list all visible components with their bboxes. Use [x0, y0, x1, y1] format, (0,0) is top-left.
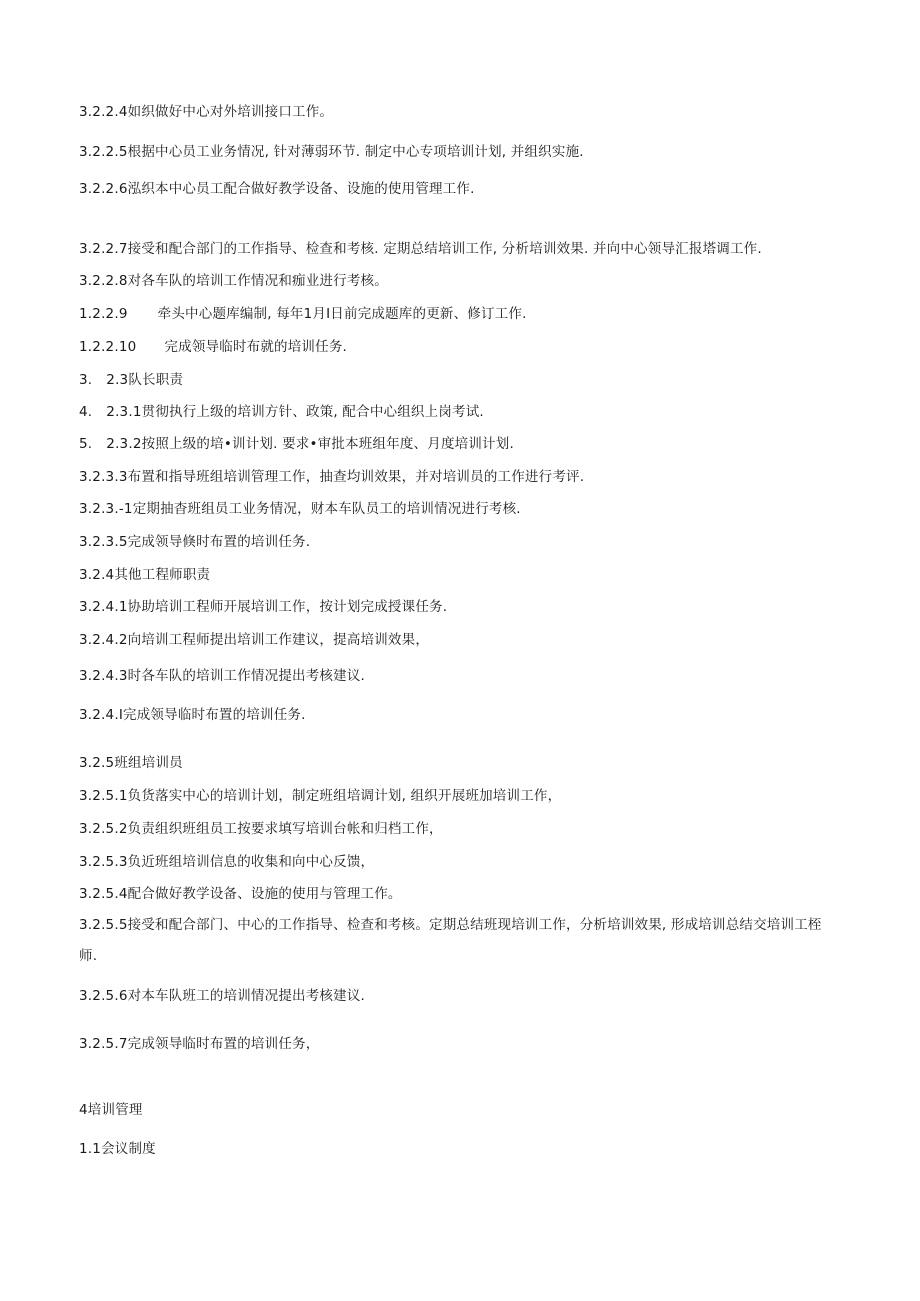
section-heading-other-engineers: 3.2.4其他工程师职责	[79, 567, 211, 583]
paragraph-3-2-2-5: 3.2.2.5根据中心员工业务情况, 针对薄弱环节. 制定中心专项培训计划, 并组织实施.	[79, 144, 584, 160]
item-text: 牵头中心题库编制, 每年1月I日前完成题库的更新、修订工作.	[157, 306, 527, 322]
paragraph-3-2-5-5: 3.2.5.5接受和配合部门、中心的工作指导、检查和考核。定期总结班现培训工作，分析培训效果, 形成培训总结交培训工桎师.	[79, 917, 822, 964]
paragraph-2-3-1	[79, 403, 484, 421]
paragraph-1-2-2-10	[79, 338, 347, 356]
paragraph-3-2-5-1: 3.2.5.1负货落实中心的培训计划，制定班组培调计划, 组织开展班加培训工作，	[79, 788, 562, 804]
paragraph-3-2-2-4: 3.2.2.4如织做好中心对外培训接口工作。	[79, 104, 334, 120]
list-number: 5.	[79, 436, 93, 452]
paragraph-3-2-5-3: 3.2.5.3负近班组培训信息的收集和向中心反馈，	[79, 854, 375, 870]
section-heading-team-trainer: 3.2.5班组培训员	[79, 755, 183, 771]
paragraph-3-2-2-8: 3.2.2.8对各车队的培训工作情况和痂业进行考核。	[79, 273, 388, 289]
paragraph-3-2-4-4: 3.2.4.I完成领导临时布置的培训任务.	[79, 707, 306, 723]
section-heading-team-leader	[79, 371, 183, 389]
item-text: 2.3.1贯彻执行上级的培训方针、政策, 配合中心组织上岗考试.	[106, 404, 484, 420]
paragraph-3-2-3-5: 3.2.3.5完成领导倏时布置的培训任务.	[79, 534, 311, 550]
paragraph-3-2-2-6: 3.2.2.6泓织本中心员工配合做好教学设备、设施的使用管理工作.	[79, 181, 475, 197]
paragraph-3-2-5-7: 3.2.5.7完成领导临时布置的培训任务，	[79, 1036, 320, 1052]
item-text: 2.3.2按照上级的培•训计划. 要求•审批本班组年度、月度培训计划.	[106, 436, 514, 452]
paragraph-3-2-4-1: 3.2.4.1协助培训工程师开展培训工作，按计划完成授课任务.	[79, 599, 448, 615]
list-number: 3.	[79, 372, 93, 388]
paragraph-3-2-5-6: 3.2.5.6对本车队班工的培训情况提出考核建议.	[79, 988, 366, 1004]
paragraph-3-2-5-4: 3.2.5.4配合做好教学设备、设施的使用与管理工作。	[79, 886, 402, 902]
paragraph-3-2-4-3: 3.2.4.3时各车队的培训工作情况提出考核建议.	[79, 668, 366, 684]
item-number: 1.2.2.9	[79, 306, 128, 322]
paragraph-1-2-2-9	[79, 305, 527, 323]
heading-text: 2.3队长职责	[106, 372, 184, 388]
section-heading-meeting-system: 1.1会议制度	[79, 1141, 156, 1157]
paragraph-3-2-2-7: 3.2.2.7接受和配合部门的工作指导、检查和考核. 定期总结培训工作, 分析培训效果. 并向中心领导汇报塔调工作.	[79, 241, 762, 257]
paragraph-2-3-2	[79, 435, 514, 453]
item-number: 1.2.2.10	[79, 339, 137, 355]
section-heading-training-management: 4培训管理	[79, 1102, 143, 1118]
item-text: 完成领导临时布就的培训任务.	[164, 339, 348, 355]
paragraph-3-2-3-3: 3.2.3.3布置和指导班组培训管理工作，抽查均训效果，并对培训员的工作进行考评.	[79, 469, 585, 485]
paragraph-3-2-5-2: 3.2.5.2负责组织班组员工按要求填写培训台帐和归档工作，	[79, 821, 443, 837]
list-number: 4.	[79, 404, 93, 420]
paragraph-3-2-3-4: 3.2.3.-1定期抽杳班组员工业务情况，财本车队员工的培训情况进行考核.	[79, 501, 521, 517]
paragraph-3-2-4-2: 3.2.4.2向培训工程师提出培训工作建议，提高培训效果，	[79, 632, 430, 648]
